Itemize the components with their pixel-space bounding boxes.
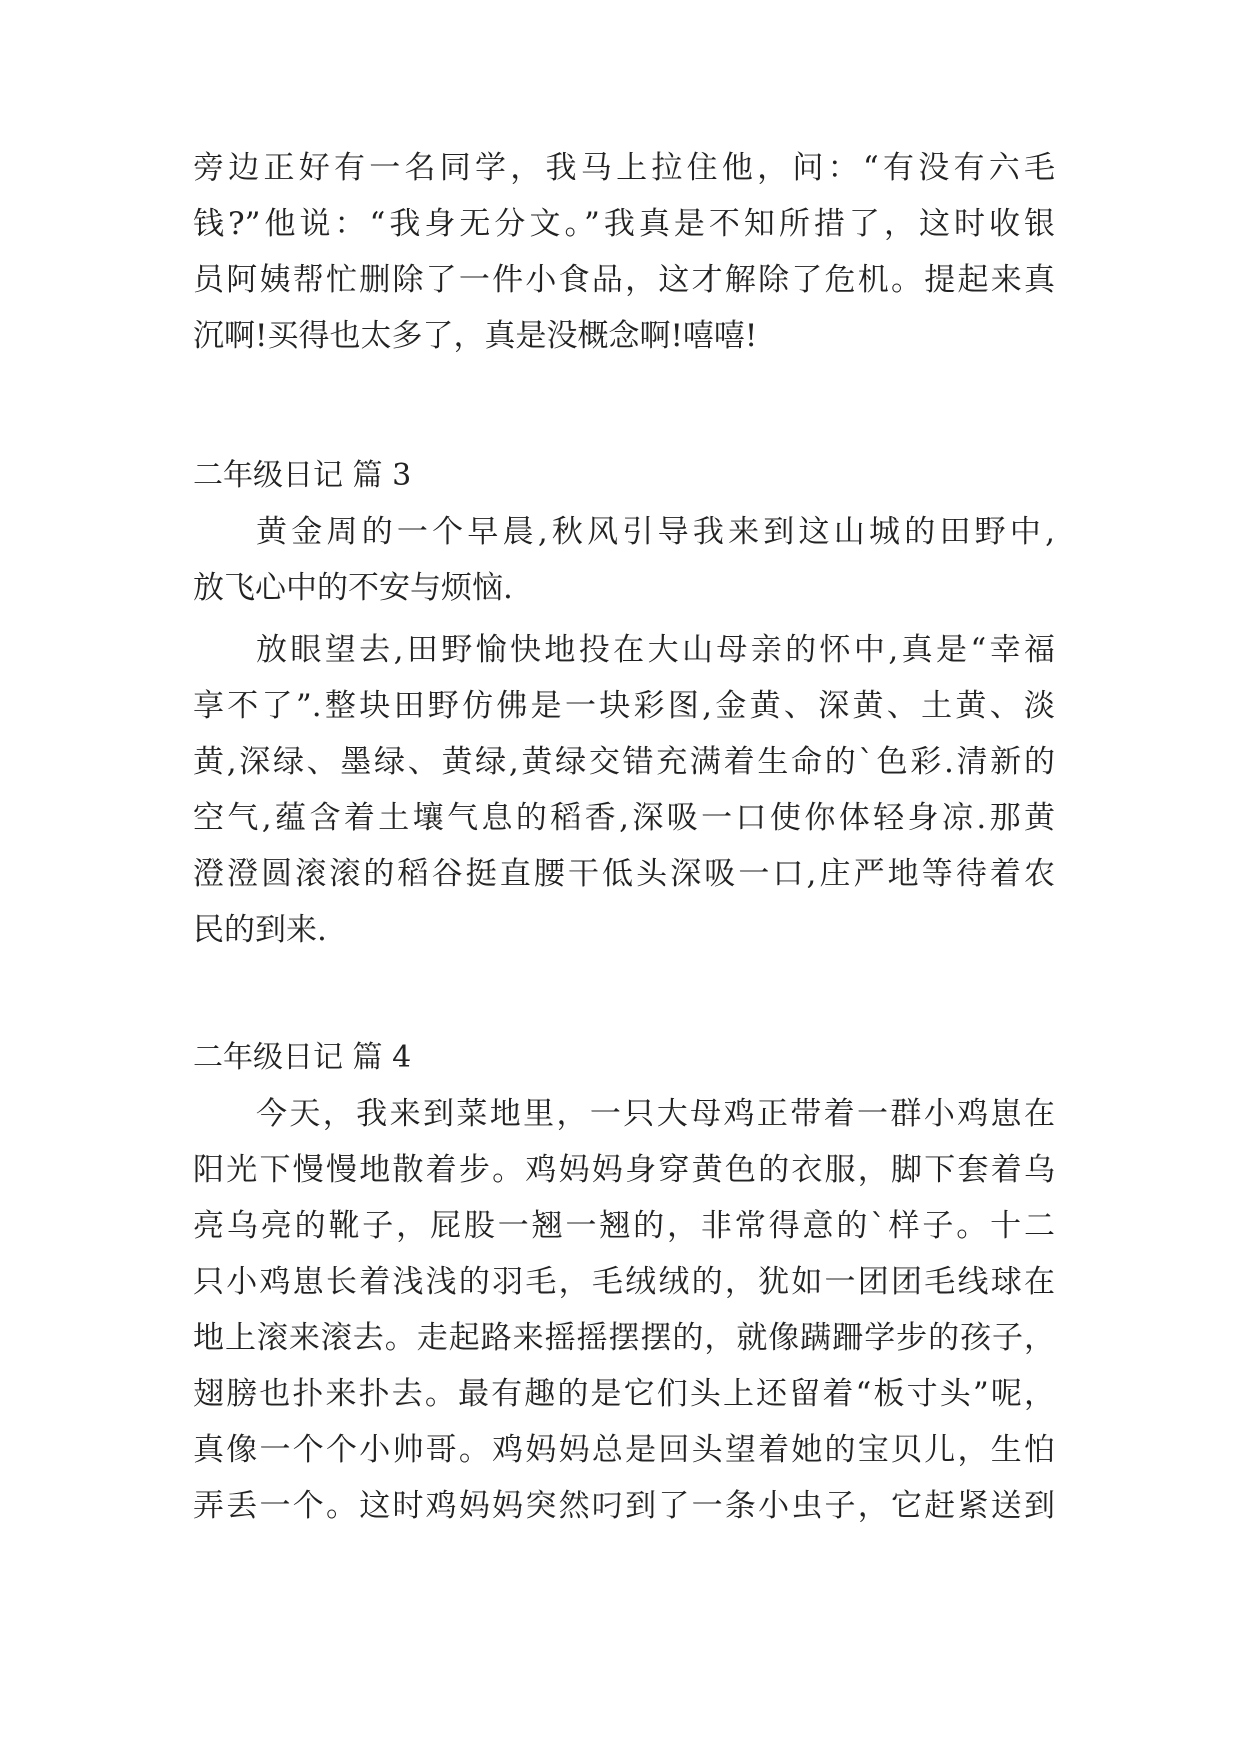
paragraph-line: 阳光下慢慢地散着步。鸡妈妈身穿黄色的衣服，脚下套着乌 — [193, 1152, 1055, 1188]
paragraph-line: 放飞心中的不安与烦恼. — [193, 570, 513, 606]
paragraph-line: 澄澄圆滚滚的稻谷挺直腰干低头深吸一口,庄严地等待着农 — [193, 856, 1055, 892]
paragraph-line: 沉啊!买得也太多了，真是没概念啊!嘻嘻! — [193, 318, 758, 354]
paragraph-line: 亮乌亮的靴子，屁股一翘一翘的，非常得意的`样子。十二 — [193, 1208, 1055, 1244]
paragraph-line: 民的到来. — [193, 912, 327, 948]
paragraph-line: 真像一个个小帅哥。鸡妈妈总是回头望着她的宝贝儿，生怕 — [193, 1432, 1055, 1468]
paragraph-line: 旁边正好有一名同学，我马上拉住他，问：“有没有六毛 — [193, 150, 1055, 186]
section-heading: 二年级日记 篇 4 — [193, 1040, 412, 1075]
paragraph-line: 今天，我来到菜地里，一只大母鸡正带着一群小鸡崽在 — [256, 1096, 1055, 1132]
paragraph-line: 黄,深绿、墨绿、黄绿,黄绿交错充满着生命的`色彩.清新的 — [193, 744, 1055, 780]
paragraph-line: 翅膀也扑来扑去。最有趣的是它们头上还留着“板寸头”呢， — [193, 1376, 1055, 1412]
paragraph-line: 钱?”他说：“我身无分文。”我真是不知所措了，这时收银 — [193, 206, 1055, 242]
section-heading: 二年级日记 篇 3 — [193, 458, 412, 493]
paragraph-line: 放眼望去,田野愉快地投在大山母亲的怀中,真是“幸福 — [256, 632, 1055, 668]
paragraph-line: 享不了”.整块田野仿佛是一块彩图,金黄、深黄、土黄、淡 — [193, 688, 1055, 724]
paragraph-line: 黄金周的一个早晨,秋风引导我来到这山城的田野中, — [256, 514, 1055, 550]
paragraph-line: 只小鸡崽长着浅浅的羽毛，毛绒绒的，犹如一团团毛线球在 — [193, 1264, 1055, 1300]
paragraph-line: 地上滚来滚去。走起路来摇摇摆摆的，就像蹒跚学步的孩子， — [193, 1320, 1055, 1356]
paragraph-line: 弄丢一个。这时鸡妈妈突然叼到了一条小虫子，它赶紧送到 — [193, 1488, 1055, 1524]
paragraph-line: 空气,蕴含着土壤气息的稻香,深吸一口使你体轻身凉.那黄 — [193, 800, 1055, 836]
paragraph-line: 员阿姨帮忙删除了一件小食品，这才解除了危机。提起来真 — [193, 262, 1055, 298]
